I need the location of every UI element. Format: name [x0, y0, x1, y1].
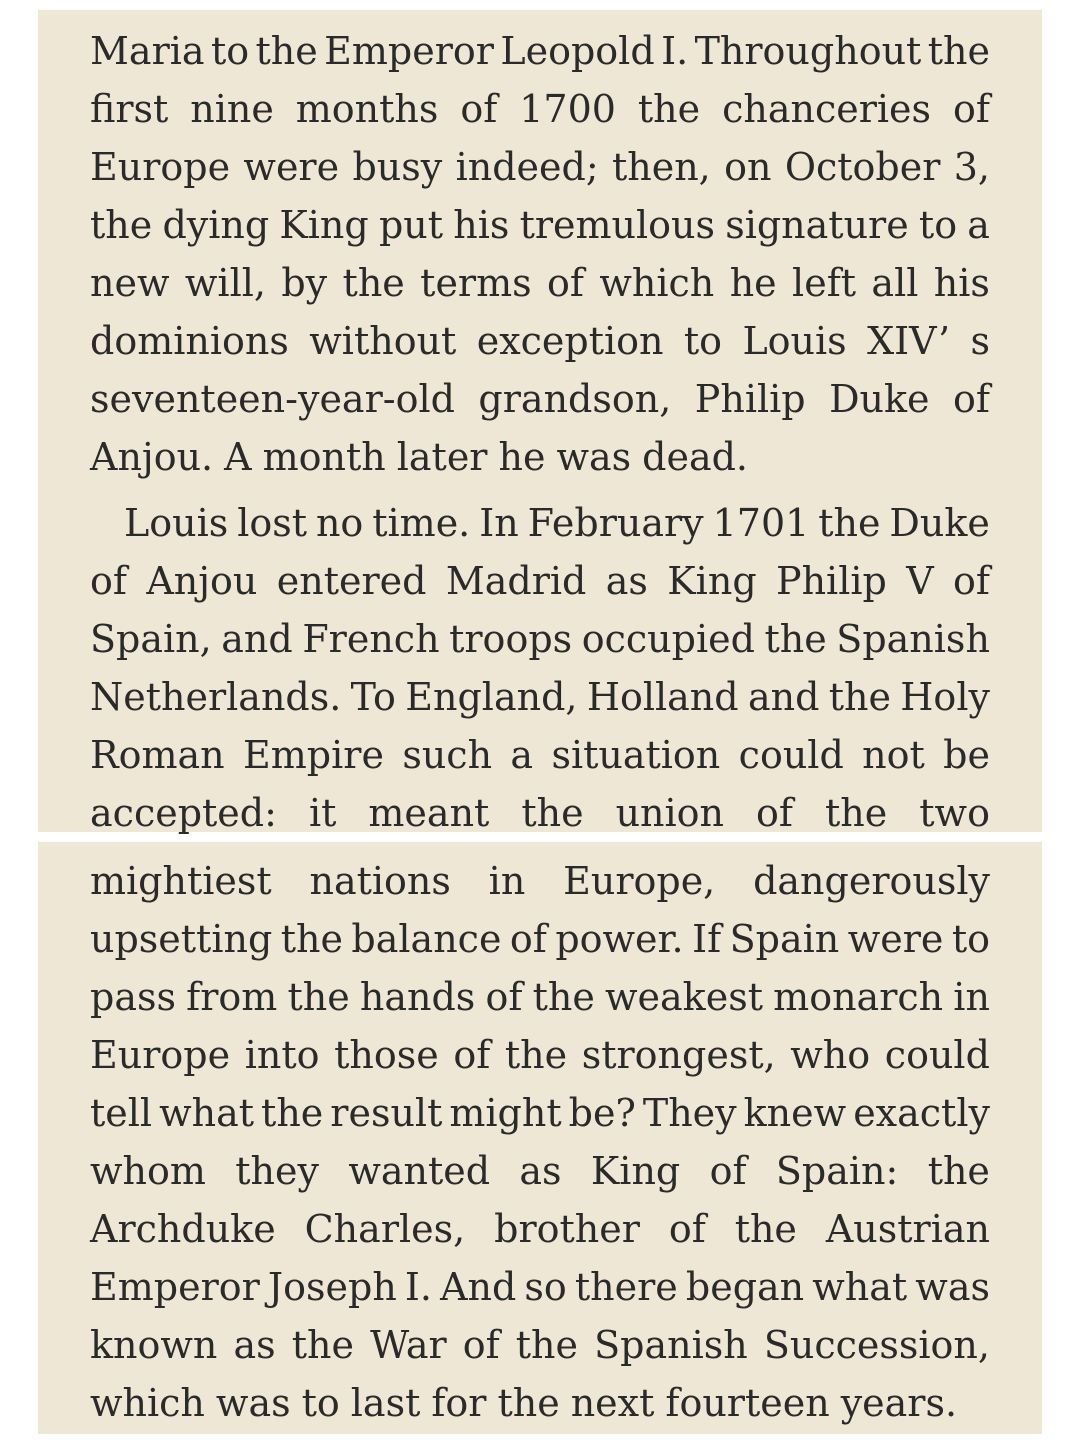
text-line: dominions without exception to Louis XIV’ s — [90, 319, 990, 363]
text-line: known as the War of the Spanish Succession, — [90, 1323, 990, 1367]
paragraph-succession-will — [90, 22, 990, 486]
text-line: Netherlands. To England, Holland and the Holy — [90, 675, 990, 719]
text-line: first nine months of 1700 the chanceries of — [90, 87, 990, 131]
text-line: Archduke Charles, brother of the Austrian — [90, 1207, 990, 1251]
text-line: whom they wanted as King of Spain: the — [90, 1149, 990, 1193]
text-line: Emperor Joseph I. And so there began what was — [90, 1265, 990, 1309]
text-line: Spain, and French troops occupied the Spanish — [90, 617, 990, 661]
text-line: of Anjou entered Madrid as King Philip V of — [90, 559, 990, 603]
text-line: Europe into those of the strongest, who could — [90, 1033, 990, 1077]
paragraph-war-of-succession — [90, 852, 990, 1432]
text-line: mightiest nations in Europe, dangerously — [90, 859, 990, 903]
text-line: pass from the hands of the weakest monarch in — [90, 975, 990, 1019]
page-top-excerpt — [38, 10, 1042, 835]
text-line: Anjou. A month later he was dead. — [90, 435, 748, 479]
text-line: seventeen-year-old grandson, Philip Duke of — [90, 377, 990, 421]
text-line: Maria to the Emperor Leopold I. Throughout the — [90, 29, 990, 73]
text-line: tell what the result might be? They knew exactly — [90, 1091, 990, 1135]
text-line: new will, by the terms of which he left all his — [90, 261, 990, 305]
text-line: accepted: it meant the union of the two — [90, 791, 990, 835]
text-line: Roman Empire such a situation could not be — [90, 733, 990, 777]
text-line: the dying King put his tremulous signature to a — [90, 203, 990, 247]
text-line: upsetting the balance of power. If Spain were to — [90, 917, 990, 961]
page-bottom-excerpt — [38, 842, 1042, 1434]
paragraph-louis-no-time — [90, 494, 990, 842]
text-line: Louis lost no time. In February 1701 the Duke — [124, 501, 990, 545]
text-line: which was to last for the next fourteen years. — [90, 1381, 958, 1425]
text-line: Europe were busy indeed; then, on October 3, — [90, 145, 990, 189]
